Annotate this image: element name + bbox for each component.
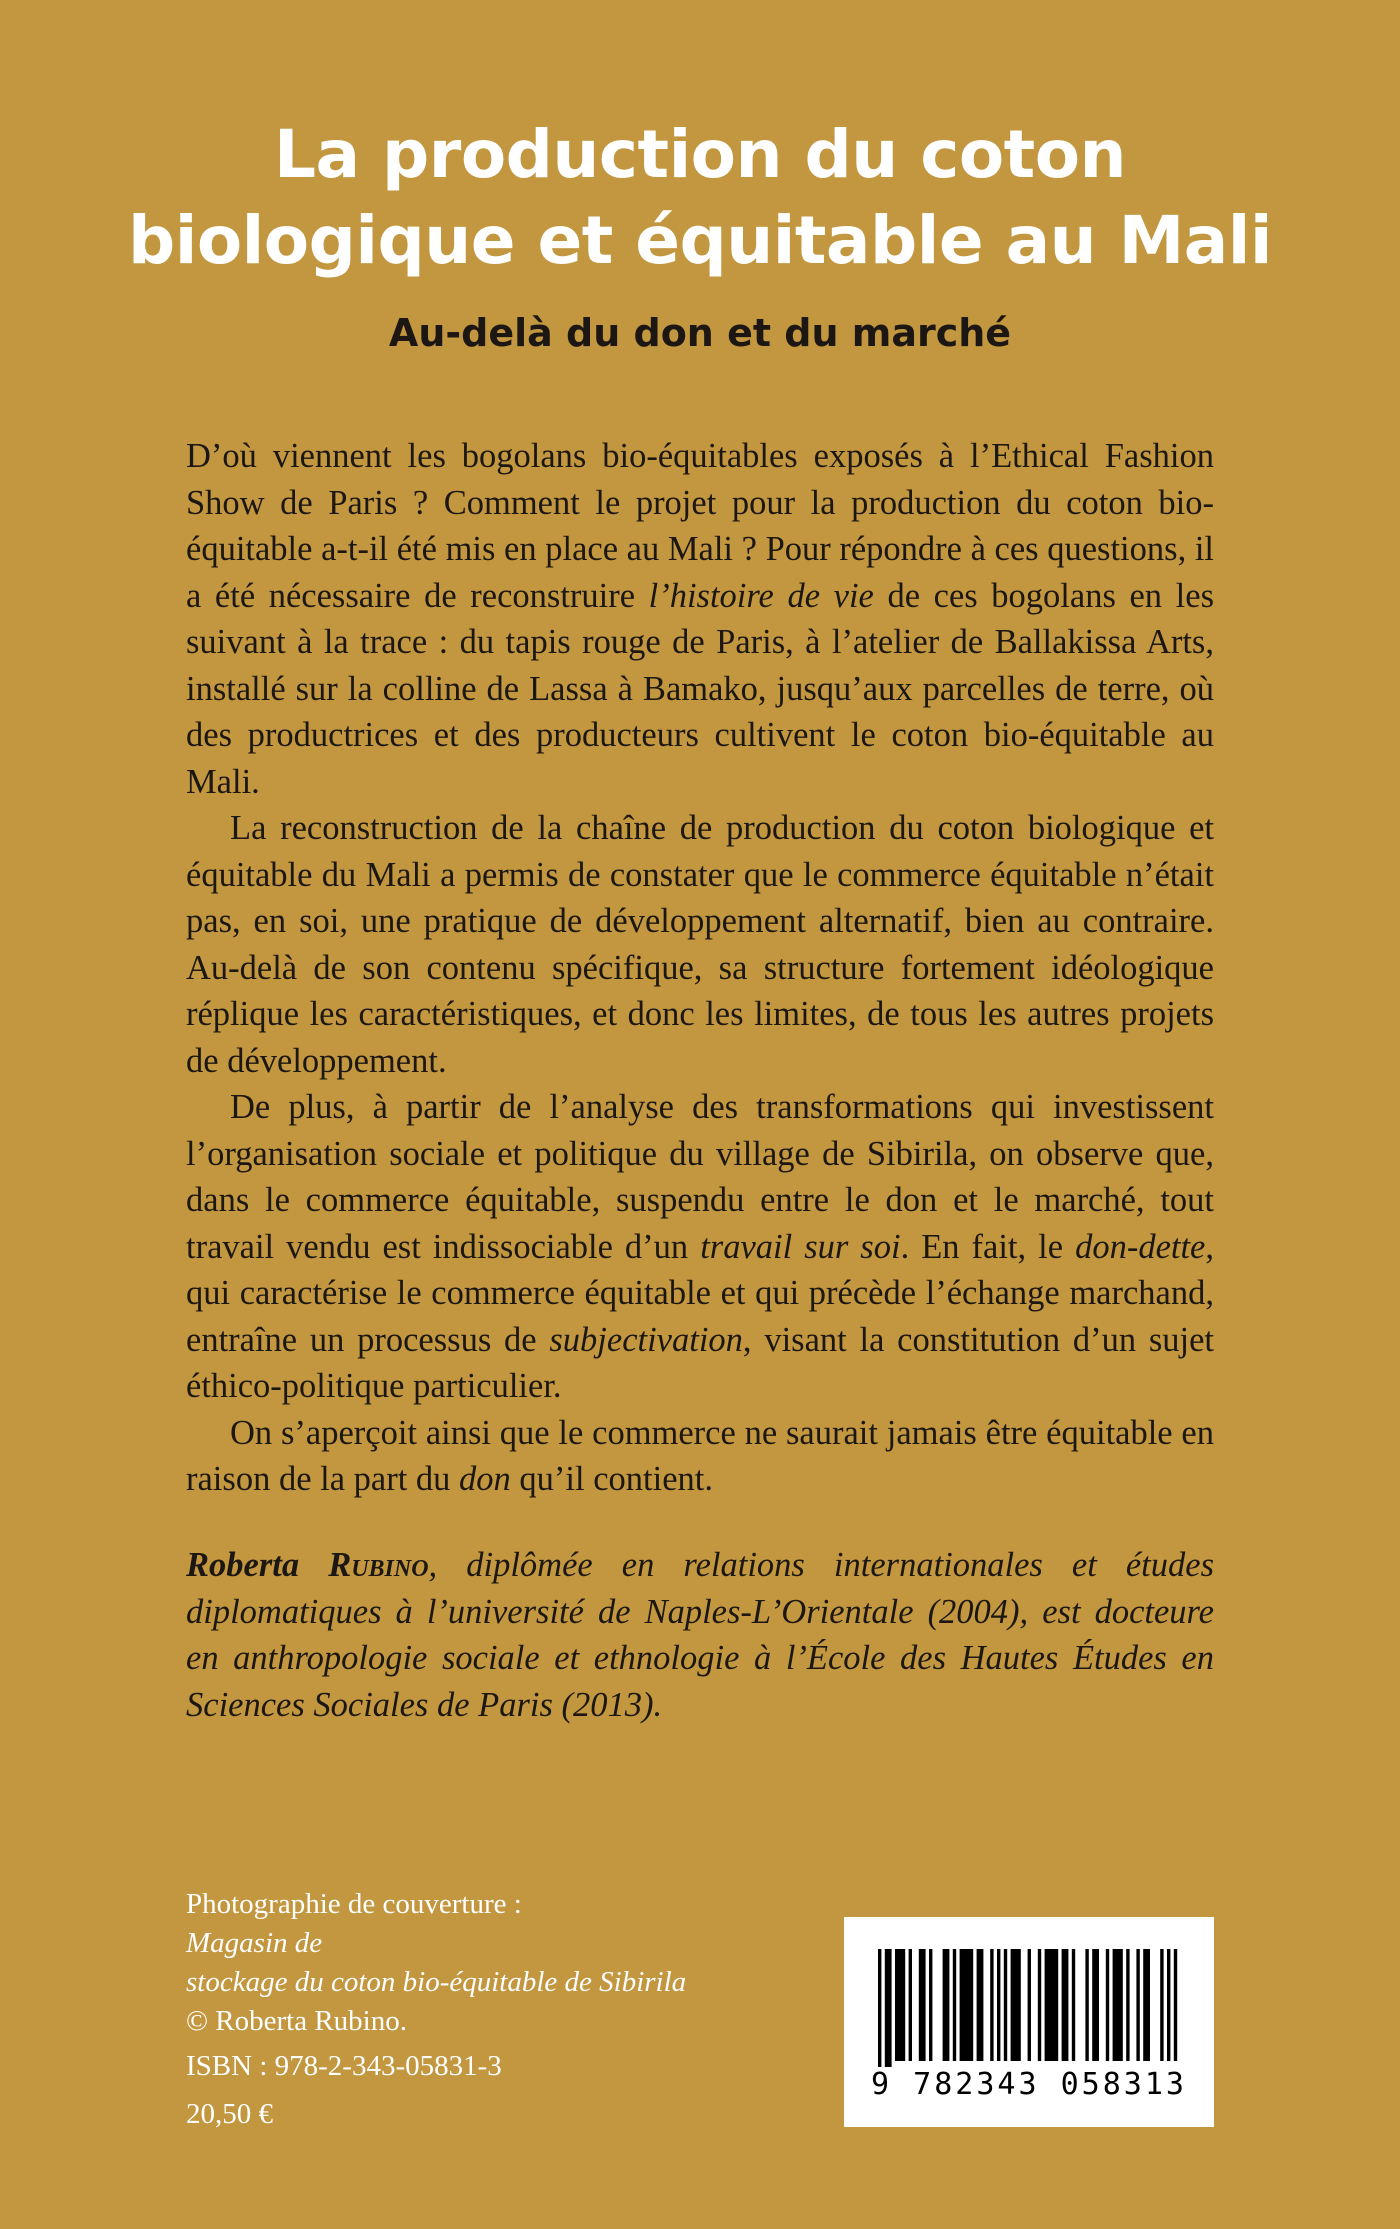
italic-phrase: subjectivation xyxy=(549,1320,743,1359)
barcode-bar xyxy=(977,1949,984,2061)
text-run: De plus, à partir de l’analyse des transformations qui investissent l’organisation sociale et politique du village de Sibirila, on observe que, dans le commerce équitable, suspendu entre le don et le marché, tout travail vendu est indissociable d’un xyxy=(186,1088,1214,1266)
barcode-bar xyxy=(1062,1949,1069,2061)
blurb-paragraph xyxy=(186,433,1214,805)
author-last-name: Rubino xyxy=(328,1546,429,1584)
price: 20,50 € xyxy=(186,2098,273,2130)
text-run: . En fait, le xyxy=(900,1227,1076,1266)
barcode-bar xyxy=(878,1949,881,2067)
text-run: D’où viennent les bogolans bio-équitables exposés à l’Ethical Fashion Show de Paris ? Comment le projet pour la production du coton bio-équitable a-t-il été mis en place au Mali ? Pour répondre à ces questions, il a été nécessaire de reconstruire xyxy=(186,437,1214,615)
author-bio xyxy=(186,1542,1214,1728)
barcode-bar xyxy=(1174,1949,1177,2061)
credit-title-part1: Magasin de xyxy=(186,1927,323,1959)
photo-credit xyxy=(186,1885,826,2041)
barcode-bar xyxy=(990,1949,993,2061)
barcode-bar xyxy=(1113,1949,1123,2061)
barcode-bar xyxy=(1028,1949,1031,2061)
credit-title-part2: stockage du coton bio-équitable de Sibirila xyxy=(186,1966,687,1998)
book-subtitle: Au-delà du don et du marché xyxy=(388,311,1012,355)
italic-phrase: travail sur soi xyxy=(700,1227,901,1266)
barcode-bar xyxy=(1136,1949,1139,2061)
text-run: La reconstruction de la chaîne de production du coton biologique et équitable du Mali a permis de constater que le commerce équitable n’était pas, en soi, une pratique de développement alternatif, bien au contraire. Au-delà de son contenu spécifique, sa structure fortement idéologique réplique les caractéristiques, et donc les limites, de tous les autres projets de développement. xyxy=(186,809,1214,1080)
credit-copyright: © Roberta Rubino. xyxy=(186,2005,407,2037)
text-run: , qui caractérise le commerce équitable et qui précède l’échange marchand, entraîne un processus de xyxy=(186,1227,1214,1359)
title-line-1: La production du coton xyxy=(273,116,1127,193)
barcode-bar xyxy=(1143,1949,1150,2061)
blurb-paragraph xyxy=(186,805,1214,1084)
blurb-paragraph xyxy=(186,1084,1214,1410)
italic-phrase: don xyxy=(459,1460,511,1498)
blurb xyxy=(186,433,1214,1503)
isbn: ISBN : 978-2-343-05831-3 xyxy=(186,2050,502,2082)
barcode-bar xyxy=(909,1949,912,2061)
italic-phrase: don-dette xyxy=(1075,1227,1206,1266)
italic-phrase: l’histoire de vie xyxy=(648,576,874,615)
text-run: On s’aperçoit ainsi que le commerce ne saurait jamais être équitable en raison de la part du xyxy=(186,1413,1214,1498)
barcode-bar xyxy=(1167,1949,1170,2061)
author-bio-text: , diplômée en relations internationales et études diplomatiques à l’université de Naples-L’Orientale (2004), est docteure en anthropologie sociale et ethnologie à l’École des Hautes Études en Sciences Sociales de Paris (2013). xyxy=(186,1546,1215,1724)
barcode-bar xyxy=(1011,1949,1021,2061)
blurb-paragraph xyxy=(186,1410,1214,1503)
barcode-bar xyxy=(929,1949,932,2061)
barcode-bar xyxy=(1045,1949,1059,2061)
barcode-bar xyxy=(1092,1949,1099,2061)
author-first-name: Roberta xyxy=(186,1546,300,1584)
barcode-bar xyxy=(1126,1949,1129,2061)
barcode-bars xyxy=(874,1949,1184,2067)
barcode-bar xyxy=(1085,1949,1088,2061)
credit-line-2 xyxy=(186,1963,826,2002)
text-run: , visant la constitution d’un sujet éthico-politique particulier. xyxy=(186,1320,1214,1405)
barcode-bar xyxy=(960,1949,974,2061)
text-run: qu’il contient. xyxy=(510,1460,713,1498)
barcode-bar xyxy=(943,1949,950,2061)
barcode-bar xyxy=(1160,1949,1163,2061)
barcode-bar xyxy=(953,1949,956,2061)
barcode-bar xyxy=(895,1949,905,2061)
barcode xyxy=(844,1917,1214,2127)
credit-label: Photographie de couverture : xyxy=(186,1888,522,1920)
text-run: de ces bogolans en les suivant à la trace : du tapis rouge de Paris, à l’atelier de Ballakissa Arts, installé sur la colline de Lassa à Bamako, jusqu’aux parcelles de terre, où des productrices et des producteurs cultivent le coton bio-équitable au Mali. xyxy=(186,576,1214,801)
barcode-bar xyxy=(997,1949,1000,2061)
title-line-2: biologique et équitable au Mali xyxy=(127,202,1273,279)
credit-line-1 xyxy=(186,1885,826,1963)
barcode-digits: 9 782343 058313 xyxy=(871,2067,1187,2102)
barcode-bar xyxy=(1106,1949,1109,2061)
book-title xyxy=(60,112,1340,284)
barcode-bar xyxy=(1038,1949,1041,2061)
barcode-bar xyxy=(885,1949,892,2067)
barcode-bar xyxy=(1072,1949,1075,2061)
barcode-bar xyxy=(1004,1949,1007,2061)
barcode-bar xyxy=(919,1949,926,2061)
